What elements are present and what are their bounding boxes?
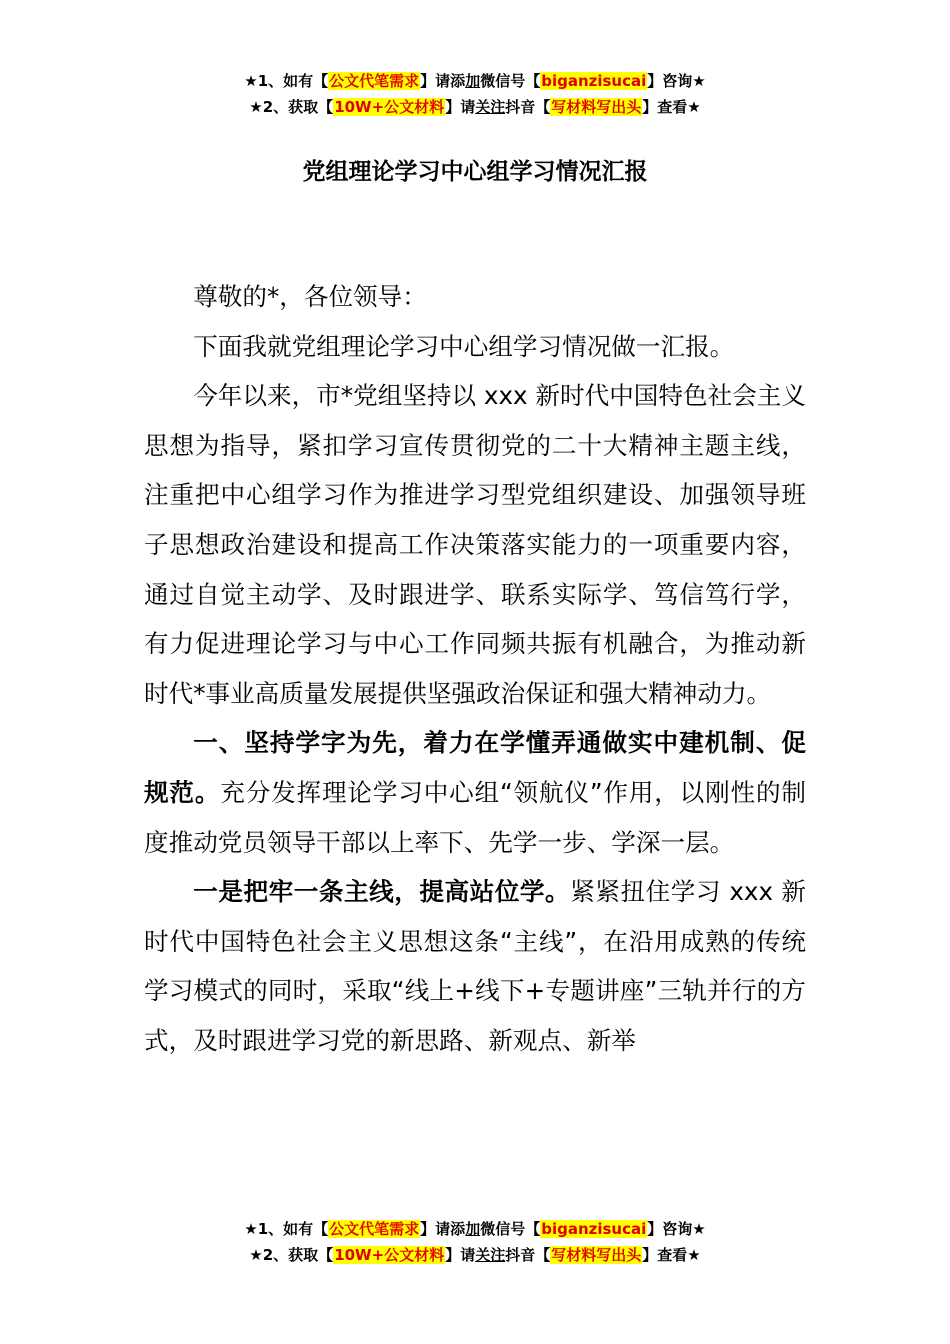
section-1-heading: 一、坚持学字为先，着力在学懂弄通做实中建机制、促规范。 xyxy=(144,728,806,807)
footer-banner xyxy=(0,1216,950,1268)
banner-highlight: 写材料写出头 xyxy=(551,1246,642,1264)
banner-highlight: 10W+公文材料 xyxy=(334,1246,445,1264)
intro-paragraph: 下面我就党组理论学习中心组学习情况做一汇报。 xyxy=(193,331,735,361)
point-1-text: 紧紧扭住学习 xxx 新时代中国特色社会主义思想这条“主线”，在沿用成熟的传统学习模式的同时，采取“线上+线下+专题讲座”三轨并行的方式，及时跟进学习党的新思路、新观点、新举 xyxy=(144,877,806,1055)
header-banner xyxy=(0,68,950,120)
banner-line-2: ★2、获取【10W+公文材料】请关注抖音【写材料写出头】查看★ xyxy=(249,1246,701,1264)
section-1-text: 充分发挥理论学习中心组“领航仪”作用，以刚性的制度推动党员领导干部以上率下、先学一步、学深一层。 xyxy=(144,777,806,857)
banner-highlight: biganzisucai xyxy=(541,72,647,90)
banner-highlight: 写材料写出头 xyxy=(551,98,642,116)
main-paragraph: 今年以来，市*党组坚持以 xxx 新时代中国特色社会主义思想为指导，紧扣学习宣传贯彻党的二十大精神主题主线，注重把中心组学习作为推进学习型党组织建设、加强领导班子思想政治建设和提高工作决策落实能力的一项重要内容，通过自觉主动学、及时跟进学、联系实际学、笃信笃行学，有力促进理论学习与中心工作同频共振有机融合，为推动新时代*事业高质量发展提供坚强政治保证和强大精神动力。 xyxy=(144,381,806,708)
banner-highlight: 公文代笔需求 xyxy=(329,1220,420,1238)
banner-highlight: biganzisucai xyxy=(541,1220,647,1238)
point-1-heading: 一是把牢一条主线，提高站位学。 xyxy=(193,877,571,907)
banner-highlight: 10W+公文材料 xyxy=(334,98,445,116)
document-title: 党组理论学习中心组学习情况汇报 xyxy=(302,159,648,185)
document-body xyxy=(144,272,806,1066)
point-1-paragraph xyxy=(144,867,806,1065)
section-1-paragraph xyxy=(144,718,806,867)
salutation: 尊敬的*，各位领导： xyxy=(193,282,427,311)
banner-highlight: 公文代笔需求 xyxy=(329,72,420,90)
banner-line-1: ★1、如有【公文代笔需求】请添加微信号【biganzisucai】咨询★ xyxy=(244,72,706,90)
banner-line-2: ★2、获取【10W+公文材料】请关注抖音【写材料写出头】查看★ xyxy=(249,98,701,116)
banner-line-1: ★1、如有【公文代笔需求】请添加微信号【biganzisucai】咨询★ xyxy=(244,1220,706,1238)
